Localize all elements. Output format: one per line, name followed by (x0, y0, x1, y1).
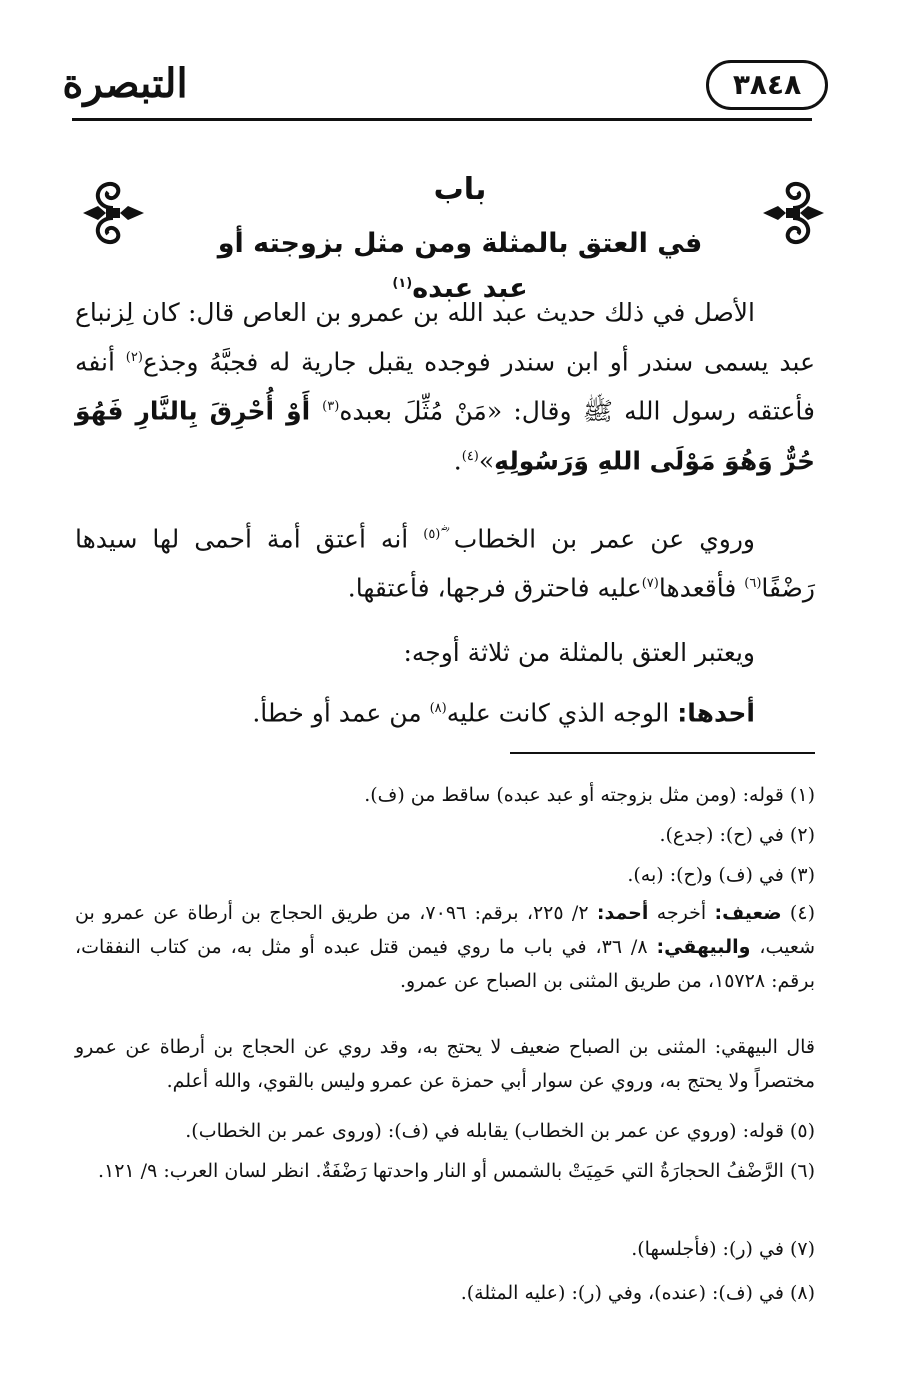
footnote-ref-5: (٥) (423, 527, 441, 542)
chapter-title: باب (433, 172, 487, 207)
footnote-5: (٥) قوله: (وروي عن عمر بن الخطاب) يقابله في (ف): (وروى عمر بن الخطاب). (185, 1120, 815, 1142)
running-title: التبصرة (62, 60, 188, 107)
footnote-ref-7: (٧) (641, 576, 659, 592)
footnote-3: (٣) في (ف) و(ح): (به). (627, 864, 815, 886)
paragraph-first-aspect: أحدها: الوجه الذي كانت عليه$^{(٨)}$ من عمد أو خطأ. (252, 698, 755, 728)
footnote-4-continuation: قال البيهقي: المثنى بن الصباح ضعيف لا يحتج به، وقد روي عن الحجاج بن أرطاة عن عمرو مختصراً ولا يحتج به، وروي عن سوار أبي حمزة عن عمرو وليس بالقوي، والله أعلم. (75, 1036, 815, 1092)
footnote-6: (٦) الرَّضْفُ الحجارَةُ التي حَمِيَتْ بالشمس أو النار واحدتها رَضْفَةٌ. انظر لسان العرب: ٩/ ١٢١. (97, 1160, 815, 1182)
footnote-8: (٨) في (ف): (عنده)، وفي (ر): (عليه المثلة). (460, 1282, 815, 1304)
chapter-subtitle: في العتق بالمثلة ومن مثل بزوجته أو عبد عبده$^{(١)}$ (217, 228, 703, 304)
footnote-4: (٤) ضعيف: أخرجه أحمد: ٢/ ٢٢٥، برقم: ٧٠٩٦، من طريق الحجاج بن أرطاة عن عمرو بن شعيب، والبيهقي: ٨/ ٣٦، في باب ما روي فيمن قتل عبده أو مثل به، من كتاب النفقات، برقم: ١٥٧٢٨، من طريق المثنى بن الصباح عن عمرو. (75, 902, 815, 992)
footnote-ref-8: (٨) (429, 701, 447, 716)
footnote-ref-2: (٢) (125, 350, 143, 365)
paragraph-umar: وروي عن عمر بن الخطاب ؓ$^{(٥)}$ أنه أعتق أمة أحمى لها سيدها رَضْفًا$^{(٦)}$ فأقعدها$^{(٧)}$عليه فاحترق فرجها، فأعتقها. (75, 524, 815, 603)
header-rule (72, 118, 812, 121)
paragraph-hadith: الأصل في ذلك حديث عبد الله بن عمرو بن العاص قال: كان لِزنباع عبد يسمى سندر أو ابن سندر فوجده يقبل جارية له فجبَّهُ وجذع$^{(٢)}$ أنفه فأعتقه رسول الله ﷺ وقال: «مَنْ مُثِّلَ بعبده$^{(٣)}$ أَوْ أُحْرِقَ بِالنَّارِ فَهُوَ حُرٌّ وَهُوَ مَوْلَى اللهِ وَرَسُولِهِ»$^{(٤)}$. (75, 298, 816, 475)
footnote-2: (٢) في (ح): (جدع). (659, 824, 815, 846)
ornament-right-icon (758, 168, 828, 258)
footnote-7: (٧) في (ر): (فأجلسها). (631, 1238, 815, 1260)
footnote-separator (510, 752, 815, 754)
page-number: ٣٨٤٨ (706, 60, 828, 110)
footnote-ref-6: (٦) (744, 576, 762, 592)
paragraph-three-aspects: ويعتبر العتق بالمثلة من ثلاثة أوجه: (403, 638, 755, 667)
footnote-ref-3: (٣) (322, 399, 340, 415)
ornament-left-icon (78, 168, 148, 258)
footnote-ref-1: (١) (392, 276, 413, 291)
footnote-1: (١) قوله: (ومن مثل بزوجته أو عبد عبده) ساقط من (ف). (364, 784, 815, 806)
footnote-ref-4: (٤) (461, 448, 479, 464)
